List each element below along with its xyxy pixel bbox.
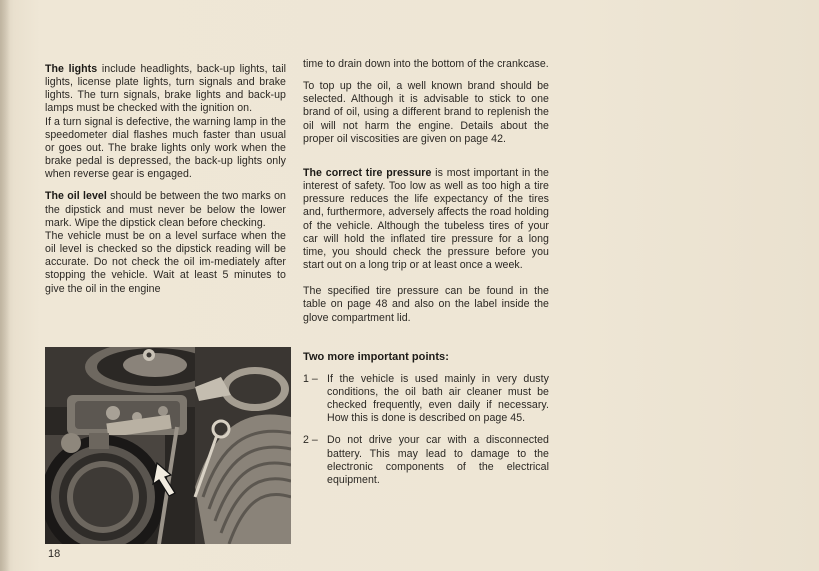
list-item-number: 2 – — [303, 434, 318, 447]
important-points-heading: Two more important points: — [303, 350, 449, 363]
lights-text: include headlights, back-up lights, tail lights, license plate lights, turn signals and brake lights. The turn signals, brake lights and back-up lamps must be checked with the ignition on. — [45, 63, 287, 115]
specified-pressure-paragraph: The specified tire pressure can be found in the table on page 48 and also on the label inside the glove compartment lid. — [303, 285, 549, 324]
engine-photo — [45, 347, 291, 544]
right-text-column — [303, 58, 549, 487]
list-item — [303, 434, 549, 487]
list-item-text: Do not drive your car with a disconnected battery. This may lead to damage to the electronic components of the electrical equipment. — [327, 434, 549, 486]
top-up-paragraph: To top up the oil, a well known brand should be selected. Although it is advisable to stick to one brand of oil, using a different brand to replenish the oil will not harm the engine. Details about the proper oil viscosities are given on page 42. — [303, 80, 549, 145]
page-binding-shadow — [0, 0, 10, 571]
oil-level-heading: The oil level — [45, 190, 107, 203]
list-item-text: If the vehicle is used mainly in very dusty conditions, the oil bath air cleaner must be checked frequently, even daily if necessary. How this is done is described on page 45. — [327, 372, 549, 425]
list-item-number: 1 – — [303, 372, 318, 385]
lights-paragraph — [45, 63, 286, 116]
tire-pressure-text: is most important in the interest of safety. Too low as well as too high a tire pressure reduces the life expectancy of the tires and, furthermore, adversely affects the road holding of the vehicle. Although the tubeless tires of your car will hold the inflated tire pressure for a long time, you should check the pressure before you start out on a long trip or at least once a week. — [303, 166, 549, 272]
drain-paragraph: time to drain down into the bottom of the crankcase. — [303, 58, 549, 70]
tire-pressure-paragraph — [303, 167, 549, 272]
turn-signal-paragraph: If a turn signal is defective, the warning lamp in the speedometer dial flashes much faster than usual or goes out. The brake lights only work when the brake pedal is depressed, the back-up lights only when reverse gear is engaged. — [45, 115, 286, 181]
page-number: 18 — [48, 548, 61, 560]
lights-heading: The lights — [45, 63, 98, 75]
list-item — [303, 373, 549, 426]
tire-pressure-heading: The correct tire pressure — [303, 166, 432, 179]
oil-level-paragraph — [45, 190, 286, 229]
left-text-column — [45, 63, 286, 296]
oil-level-text: should be between the two marks on the dipstick and must never be below the lower mark. Wipe the dipstick clean before checking. — [45, 190, 286, 229]
level-surface-paragraph: The vehicle must be on a level surface when the oil level is checked so the dipstick reading will be accurate. Do not check the oil im-mediately after stopping the vehicle. Wait at least 5 minutes to give the oil in the engine — [45, 229, 286, 295]
